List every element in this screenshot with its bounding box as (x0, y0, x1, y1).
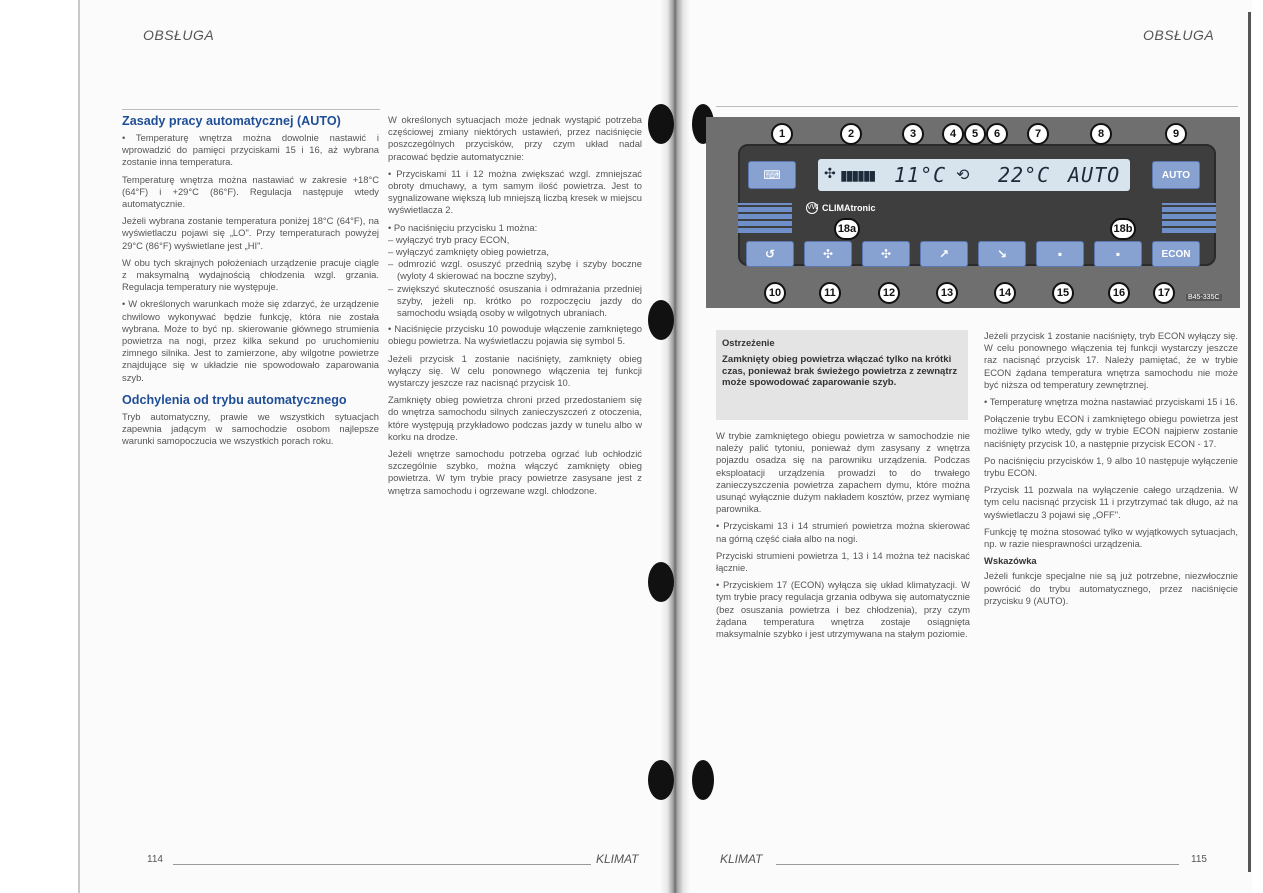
paragraph: • Po naciśnięciu przycisku 1 można: (388, 221, 538, 233)
fan-bars-icon: ▮▮▮▮▮▮ (840, 167, 875, 183)
callout: 12 (878, 282, 900, 304)
paragraph: Jeżeli przycisk 1 zostanie naciśnięty, zamknięty obieg wyłączy się. W celu ponownego włączenia tej funkcji wystarczy jeszcze raz nacisnąć przycisk 10. (388, 352, 642, 389)
footer-rule (173, 864, 591, 865)
fan-up-icon: ✣ (880, 247, 892, 261)
paragraph: Po naciśnięciu przycisków 1, 9 albo 10 następuje wyłączenie trybu ECON. (984, 454, 1238, 479)
paragraph: Jeżeli wybrana zostanie temperatura poniżej 18°C (64°F), na wyświetlaczu pojawi się „LO". Przy temperaturach powyżej 29°C (86°F) wyświetlane jest „HI". (122, 215, 379, 251)
callout: 18b (1110, 218, 1136, 240)
list (388, 234, 642, 319)
airflow-upper-icon: ↗ (938, 247, 950, 261)
paragraph: • W określonych warunkach może się zdarzyć, że urządzenie chwilowo wykonywać będzie funkcję, która nie została wybrana. Może to być np. skierowanie głównego strumienia powietrza na nogi, przez kilka sekund po uruchomieniu zimnego silnika. Jest to zamierzone, aby wilgotne powietrze znajdujące się w układzie nie spowodowało zaparowania szyb. (122, 298, 379, 383)
paragraph: • Temperaturę wnętrza można dowolnie nastawić i wprowadzić do pamięci przyciskami 15 i 16, aż wybrana zostanie inna temperatura. (122, 132, 379, 168)
callout: 5 (964, 123, 986, 145)
callout: 14 (994, 282, 1016, 304)
list-item: – zwiększyć skuteczność osuszania i odmrażania przedniej szyby, jeżeli np. krótko po rozpoczęciu jazdy do samochodu wsiądą osoby w wilgotnych ubraniach. (388, 282, 642, 319)
callout: 15 (1052, 282, 1074, 304)
airflow-feet-icon: ↘ (996, 247, 1008, 261)
airflow-feet-button[interactable] (978, 241, 1026, 267)
left-column-1 (122, 114, 379, 452)
section-heading-deviations: Odchylenia od trybu automatycznego (122, 392, 347, 407)
paragraph: Funkcję tę można stosować tylko w wyjątkowych sytuacjach, np. w razie niesprawności urządzenia. (984, 525, 1238, 550)
defrost-button[interactable] (748, 161, 796, 189)
binder-ring (648, 760, 674, 800)
footer-rule (776, 864, 1179, 865)
set-temp-readout: 22°C (998, 163, 1051, 187)
callout: 9 (1165, 123, 1187, 145)
defrost-icon: ⌨ (763, 168, 781, 182)
callout: 1 (771, 123, 793, 145)
page-number-right: 115 (1191, 854, 1207, 865)
paragraph: W trybie zamkniętego obiegu powietrza w samochodzie nie należy palić tytoniu, ponieważ dym zasysany z wnętrza pojazdu osadza się na parowniku urządzenia. Podczas eksploatacji urządzenia prowadzi to do trwałego zanieczyszczenia powietrza zapachem dymu, które można usunąć wyłącznie dużym nakładem kosztów, przez wymianę parownika. (716, 430, 970, 515)
callout: 6 (986, 123, 1008, 145)
left-column-2 (388, 114, 642, 502)
fan-down-button[interactable] (804, 241, 852, 267)
list-item: – wyłączyć tryb pracy ECON, (388, 233, 510, 245)
temp-bars-left (738, 203, 792, 233)
warning-text: Zamknięty obieg powietrza włączać tylko na krótki czas, ponieważ brak świeżego powietrza z zewnątrz może spowodować zaparowanie szyb. (722, 354, 958, 389)
heading-rule (122, 109, 380, 110)
callout: 3 (902, 123, 924, 145)
paragraph: Jeżeli funkcje specjalne nie są już potrzebne, niezwłocznie powrócić do trybu automatycznego, przez naciśnięcie przycisku 9 (AUTO). (984, 570, 1238, 606)
section-heading-auto: Zasady pracy automatycznej (AUTO) (122, 114, 341, 128)
paragraph: Przyciski strumieni powietrza 1, 13 i 14 można też naciskać łącznie. (716, 549, 970, 574)
callout: 13 (936, 282, 958, 304)
right-column-2 (984, 330, 1238, 612)
paragraph: W obu tych skrajnych położeniach urządzenie pracuje ciągle z maksymalną wydajnością chłodzenia wzgl. grzania. Regulacja temperatury nie występuje. (122, 256, 379, 293)
brand-label: CLIMAtronic (822, 203, 876, 213)
page-number-left: 114 (147, 854, 163, 865)
temp-up-button[interactable] (1094, 241, 1142, 267)
vw-logo: VW (806, 202, 818, 214)
binder-ring (648, 562, 674, 602)
lcd-display (818, 159, 1130, 191)
warning-title: Ostrzeżenie (722, 337, 775, 348)
paragraph: • Przyciskiem 17 (ECON) wyłącza się układ klimatyzacji. W tym trybie pracy regulacja grzania odbywa się automatycznie (bez osuszania powietrza i bez chłodzenia), przy czym żądana temperatura wnętrza zostaje osiągnięta maksymalnie szybko i jest utrzymywana na stałym poziomie. (716, 579, 970, 640)
callout: 16 (1108, 282, 1130, 304)
callout: 2 (840, 123, 862, 145)
climatronic-figure (706, 117, 1240, 308)
paragraph: Jeżeli wnętrze samochodu potrzeba ogrzać lub ochłodzić szczególnie szybko, można włączyć zamknięty obieg powietrza. W tym trybie pracy powietrze zasysane jest z wnętrza samochodu i ogrzewane wzgl. chłodzone. (388, 448, 642, 496)
figure-code: B45-335C (1188, 294, 1220, 301)
binder-ring (648, 104, 674, 144)
temp-down-icon: ▪ (1057, 247, 1063, 261)
paragraph: Zamknięty obieg powietrza chroni przed przedostaniem się do wnętrza samochodu silnych zanieczyszczeń z otoczenia, które występują przykładowo podczas jazdy w tunelu albo w korku na drodze. (388, 394, 642, 442)
binder-ring (692, 760, 714, 800)
mode-readout: AUTO (1068, 163, 1121, 187)
temp-bars-right (1162, 203, 1216, 233)
airflow-icon: ⟲ (956, 167, 970, 184)
running-head-left: OBSŁUGA (143, 27, 215, 43)
callout: 4 (942, 123, 964, 145)
paragraph: • Naciśnięcie przycisku 10 powoduje włączenie zamkniętego obiegu powietrza. Na wyświetlaczu pojawia się symbol 5. (388, 323, 642, 347)
callout: 8 (1090, 123, 1112, 145)
callout: 11 (819, 282, 841, 304)
callout: 17 (1153, 282, 1175, 304)
running-head-right: OBSŁUGA (1143, 27, 1215, 43)
callout: 10 (764, 282, 786, 304)
heading-rule (716, 106, 1238, 107)
warning-box (716, 330, 968, 420)
paragraph: Temperaturę wnętrza można nastawiać w zakresie +18°C (64°F) i +29°C (86°F). Regulacja następuje wtedy automatycznie. (122, 173, 379, 210)
econ-button[interactable]: ECON (1152, 241, 1200, 267)
left-page-edge (78, 0, 80, 893)
fan-down-icon: ✣ (822, 247, 834, 261)
paragraph: Tryb automatyczny, prawie we wszystkich sytuacjach zapewnia jadącym w samochodzie osobom najlepsze warunki samopoczucia we wszystkich porach roku. (122, 410, 379, 447)
paragraph: W określonych sytuacjach może jednak wystąpić potrzeba częściowej zmiany niektórych ustawień, przez naciśnięcie poszczególnych przycisków, przy czym układ nadal pracować będzie automatycznie: (388, 114, 642, 162)
list-item: – odmrozić wzgl. osuszyć przednią szybę i szyby boczne (wyloty 4 skierować na boczne szyby), (388, 258, 642, 282)
recirculation-icon: ↺ (764, 247, 776, 261)
paragraph: • Przyciskami 11 i 12 można zwiększać wzgl. zmniejszać obroty dmuchawy, a tym samym ilość powietrza. Jest to sygnalizowane większą lub mniejszą liczbą kresek w miejscu wyświetlacza 2. (388, 167, 642, 216)
airflow-upper-button[interactable] (920, 241, 968, 267)
hint-title: Wskazówka (984, 555, 1037, 567)
recirculation-button[interactable] (746, 241, 794, 267)
paragraph: • Przyciskami 13 i 14 strumień powietrza można skierować na górną część ciała albo na nogi. (716, 520, 970, 544)
paragraph: Przycisk 11 pozwala na wyłączenie całego urządzenia. W tym celu nacisnąć przycisk 11 i przytrzymać tak długo, aż na wyświetlaczu 3 pojawi się „OFF". (984, 484, 1238, 520)
binder-ring (648, 300, 674, 340)
fan-icon: ✣ (824, 165, 836, 181)
paragraph: Połączenie trybu ECON i zamkniętego obiegu powietrza jest możliwe tylko wtedy, gdy w trybie ECON najpierw zostanie naciśnięty przycisk 10, a następnie przycisk ECON - 17. (984, 413, 1238, 449)
list-item: – wyłączyć zamknięty obieg powietrza, (388, 246, 550, 258)
right-column-1 (716, 430, 970, 645)
fan-up-button[interactable] (862, 241, 910, 267)
callout: 18a (834, 218, 860, 240)
outside-temp-readout: 11°C (894, 163, 947, 187)
auto-button[interactable]: AUTO (1152, 161, 1200, 189)
paragraph: Jeżeli przycisk 1 zostanie naciśnięty, tryb ECON wyłączy się. W celu ponownego włączenia tej funkcji wystarczy jeszcze raz nacisnąć przycisk 17. Należy pamiętać, że w trybie ECON żądana temperatura wnętrza samochodu nie może być niższa od temperatury zewnętrznej. (984, 330, 1238, 390)
right-page-edge (1248, 12, 1251, 872)
paragraph: • Temperaturę wnętrza można nastawiać przyciskami 15 i 16. (984, 396, 1238, 408)
temp-down-button[interactable] (1036, 241, 1084, 267)
footer-section-left: KLIMAT (596, 852, 639, 866)
footer-section-right: KLIMAT (720, 852, 763, 866)
callout: 7 (1027, 123, 1049, 145)
temp-up-icon: ▪ (1115, 247, 1121, 261)
